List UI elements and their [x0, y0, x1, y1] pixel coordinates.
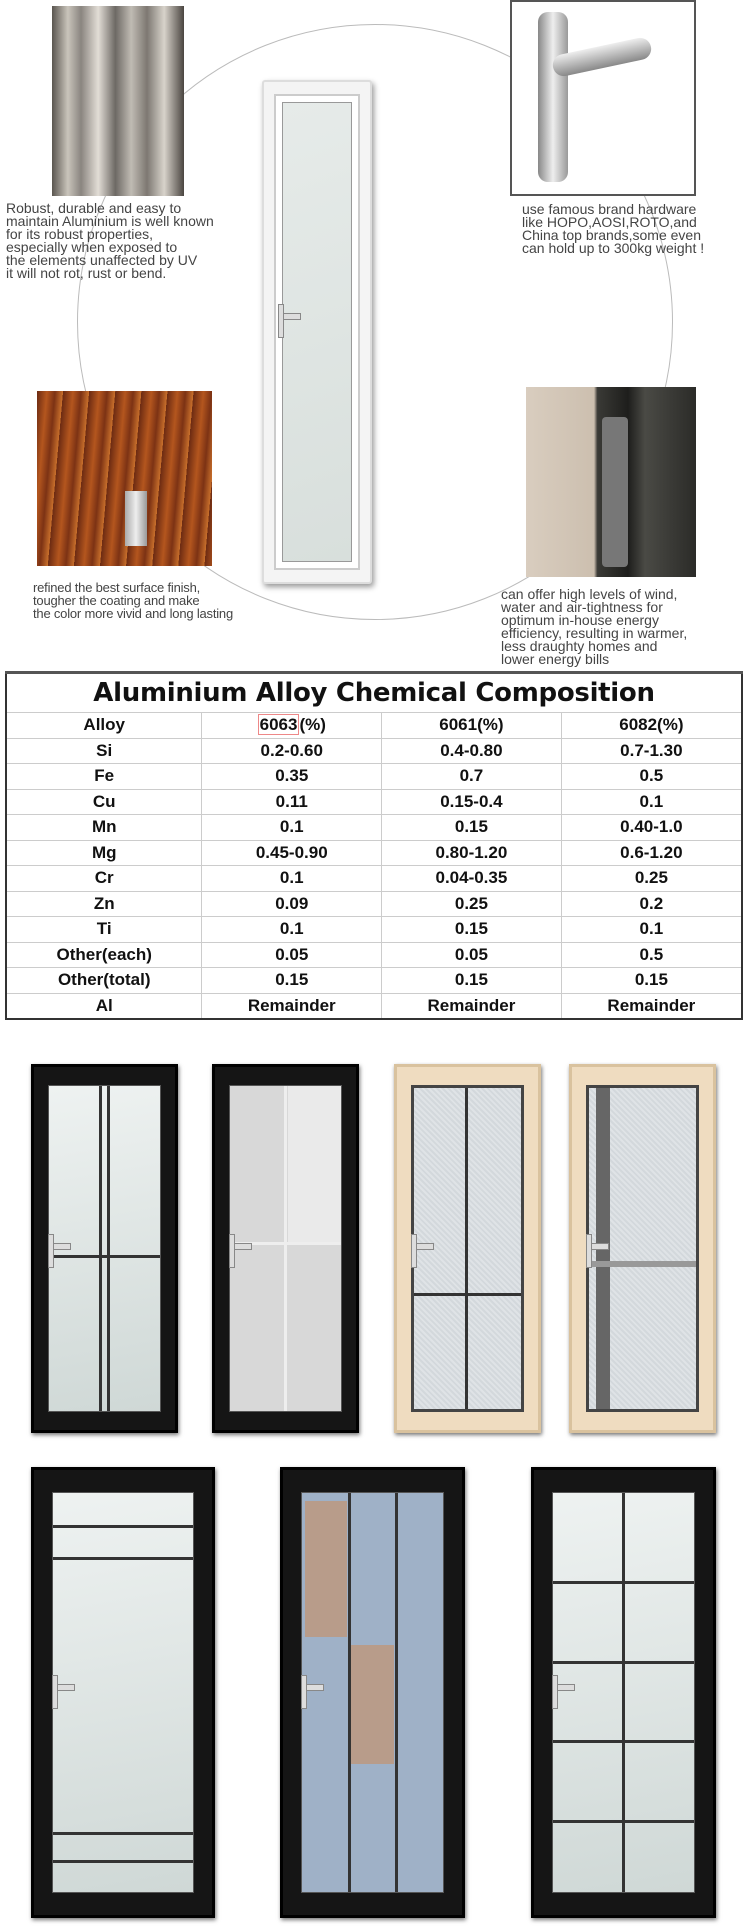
table-cell: 0.4-0.80 [382, 738, 562, 764]
table-cell: 0.7-1.30 [561, 738, 742, 764]
table-cell: 0.40-1.0 [561, 815, 742, 841]
table-cell: Remainder [202, 993, 382, 1019]
table-cell: Remainder [382, 993, 562, 1019]
table-header-row [6, 713, 742, 739]
wood-finish-image [37, 391, 212, 566]
element-label: Si [6, 738, 202, 764]
table-cell: 0.25 [382, 891, 562, 917]
feature-text-durability: Robust, durable and easy to maintain Aluminium is well known for its robust properties, especially when exposed to the elements unaffected by UV it will not rot, rust or bend. [6, 200, 214, 281]
element-label: Mn [6, 815, 202, 841]
feature-text-hardware: use famous brand hardware like HOPO,AOSI,ROTO,and China top brands,some even can hold up to 300kg weight ! [522, 201, 705, 256]
table-cell: Remainder [561, 993, 742, 1019]
table-cell: 0.15 [202, 968, 382, 994]
table-cell: 0.5 [561, 942, 742, 968]
door-sample-6 [280, 1467, 465, 1918]
header-6063 [202, 713, 382, 739]
table-cell: 0.6-1.20 [561, 840, 742, 866]
header-6061: 6061(%) [382, 713, 562, 739]
table-row [6, 942, 742, 968]
table-row [6, 789, 742, 815]
table-cell: 0.35 [202, 764, 382, 790]
table-row [6, 764, 742, 790]
table-row [6, 917, 742, 943]
table-cell: 0.1 [202, 815, 382, 841]
header-6063-pct: (%) [299, 715, 326, 735]
featured-door-image [262, 80, 372, 584]
table-cell: 0.1 [561, 917, 742, 943]
door-sample-5 [31, 1467, 215, 1918]
element-label: Fe [6, 764, 202, 790]
header-alloy: Alloy [6, 713, 202, 739]
table-row [6, 968, 742, 994]
element-label: Zn [6, 891, 202, 917]
table-cell: 0.1 [202, 866, 382, 892]
door-sample-2 [212, 1064, 359, 1433]
table-row [6, 993, 742, 1019]
element-label: Mg [6, 840, 202, 866]
header-6063-label: 6063 [259, 715, 298, 735]
composition-table [5, 671, 743, 1020]
door-sample-4 [569, 1064, 716, 1433]
door-sample-7 [531, 1467, 716, 1918]
table-cell: 0.80-1.20 [382, 840, 562, 866]
table-cell: 0.1 [202, 917, 382, 943]
seal-hardware-image [526, 387, 696, 577]
table-cell: 0.15 [382, 917, 562, 943]
element-label: Cr [6, 866, 202, 892]
table-title: Aluminium Alloy Chemical Composition [6, 673, 742, 713]
table-row [6, 815, 742, 841]
table-row [6, 866, 742, 892]
table-cell: 0.15 [382, 815, 562, 841]
table-cell: 0.2-0.60 [202, 738, 382, 764]
table-cell: 0.15 [561, 968, 742, 994]
door-handle-image [510, 0, 696, 196]
table-row [6, 891, 742, 917]
table-cell: 0.45-0.90 [202, 840, 382, 866]
table-row [6, 840, 742, 866]
table-cell: 0.1 [561, 789, 742, 815]
table-cell: 0.11 [202, 789, 382, 815]
element-label: Cu [6, 789, 202, 815]
table-cell: 0.7 [382, 764, 562, 790]
table-cell: 0.5 [561, 764, 742, 790]
table-cell: 0.2 [561, 891, 742, 917]
aluminium-profile-image [52, 6, 184, 196]
table-cell: 0.09 [202, 891, 382, 917]
element-label: Other(total) [6, 968, 202, 994]
feature-text-finish: refined the best surface finish, tougher the coating and make the color more vivid and long lasting [33, 580, 233, 621]
table-cell: 0.15 [382, 968, 562, 994]
door-sample-3 [394, 1064, 541, 1433]
header-6082: 6082(%) [561, 713, 742, 739]
table-cell: 0.05 [202, 942, 382, 968]
feature-text-airtightness: can offer high levels of wind, water and air-tightness for optimum in-house energy efficiency, resulting in warmer, less draughty homes and lower energy bills [501, 586, 688, 667]
element-label: Al [6, 993, 202, 1019]
table-cell: 0.04-0.35 [382, 866, 562, 892]
table-cell: 0.15-0.4 [382, 789, 562, 815]
element-label: Other(each) [6, 942, 202, 968]
table-cell: 0.05 [382, 942, 562, 968]
door-sample-1 [31, 1064, 178, 1433]
table-cell: 0.25 [561, 866, 742, 892]
table-row [6, 738, 742, 764]
element-label: Ti [6, 917, 202, 943]
